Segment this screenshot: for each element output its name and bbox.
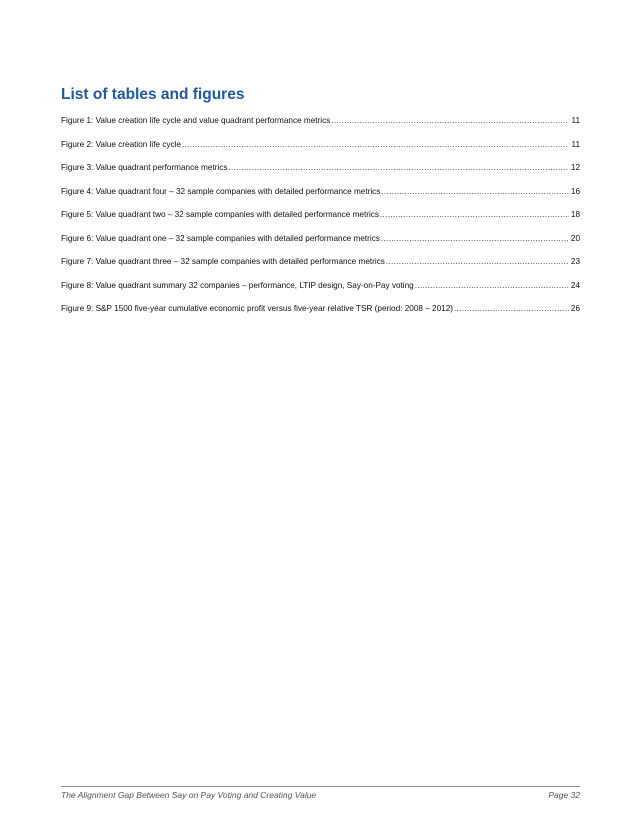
toc-entry-page-number: 18 bbox=[570, 210, 580, 219]
footer-divider bbox=[61, 786, 580, 787]
toc-entry-page-number: 23 bbox=[570, 257, 580, 266]
toc-entry-figure-3[interactable] bbox=[61, 163, 580, 187]
dot-leader bbox=[380, 210, 569, 220]
dot-leader bbox=[381, 187, 569, 197]
toc-entry-page-number: 16 bbox=[570, 186, 580, 196]
toc-entry-label: Figure 3: Value quadrant performance metrics bbox=[61, 163, 228, 172]
toc-entry-figure-8[interactable] bbox=[61, 281, 580, 305]
toc-entry-figure-9[interactable] bbox=[61, 304, 580, 328]
toc-entry-figure-5[interactable] bbox=[61, 210, 580, 234]
toc-entry-page-number: 24 bbox=[570, 280, 580, 290]
dot-leader bbox=[381, 234, 569, 244]
toc-entry-page-number: 26 bbox=[570, 304, 580, 313]
toc-entry-label: Figure 6: Value quadrant one – 32 sample companies with detailed performance metrics bbox=[61, 233, 380, 243]
toc-entry-page-number: 11 bbox=[571, 139, 580, 149]
table-of-figures bbox=[61, 116, 580, 328]
toc-entry-label: Figure 8: Value quadrant summary 32 companies – performance, LTIP design, Say-on-Pay voting bbox=[61, 280, 414, 290]
dot-leader bbox=[182, 140, 569, 150]
dot-leader bbox=[331, 116, 569, 126]
toc-entry-figure-2[interactable] bbox=[61, 140, 580, 164]
dot-leader bbox=[415, 281, 569, 291]
toc-entry-label: Figure 7: Value quadrant three – 32 sample companies with detailed performance metrics bbox=[61, 257, 385, 266]
toc-entry-figure-1[interactable] bbox=[61, 116, 580, 140]
toc-entry-page-number: 20 bbox=[570, 233, 580, 243]
toc-entry-label: Figure 4: Value quadrant four – 32 sample companies with detailed performance metrics bbox=[61, 186, 381, 196]
dot-leader bbox=[386, 257, 569, 267]
footer-document-title: The Alignment Gap Between Say on Pay Voting and Creating Value bbox=[61, 790, 317, 800]
footer-page-number: Page 32 bbox=[548, 790, 580, 800]
toc-entry-label: Figure 5: Value quadrant two – 32 sample companies with detailed performance metrics bbox=[61, 210, 379, 219]
toc-entry-figure-4[interactable] bbox=[61, 187, 580, 211]
toc-entry-figure-6[interactable] bbox=[61, 234, 580, 258]
dot-leader bbox=[228, 163, 569, 173]
page-heading: List of tables and figures bbox=[61, 86, 245, 103]
toc-entry-page-number: 11 bbox=[571, 116, 580, 125]
dot-leader bbox=[454, 304, 569, 314]
toc-entry-label: Figure 2: Value creation life cycle bbox=[61, 139, 181, 149]
toc-entry-label: Figure 1: Value creation life cycle and value quadrant performance metrics bbox=[61, 116, 331, 125]
toc-entry-label: Figure 9: S&P 1500 five-year cumulative economic profit versus five-year relative TSR (period: 2008 – 2012) bbox=[61, 304, 453, 313]
toc-entry-figure-7[interactable] bbox=[61, 257, 580, 281]
toc-entry-page-number: 12 bbox=[570, 163, 580, 172]
